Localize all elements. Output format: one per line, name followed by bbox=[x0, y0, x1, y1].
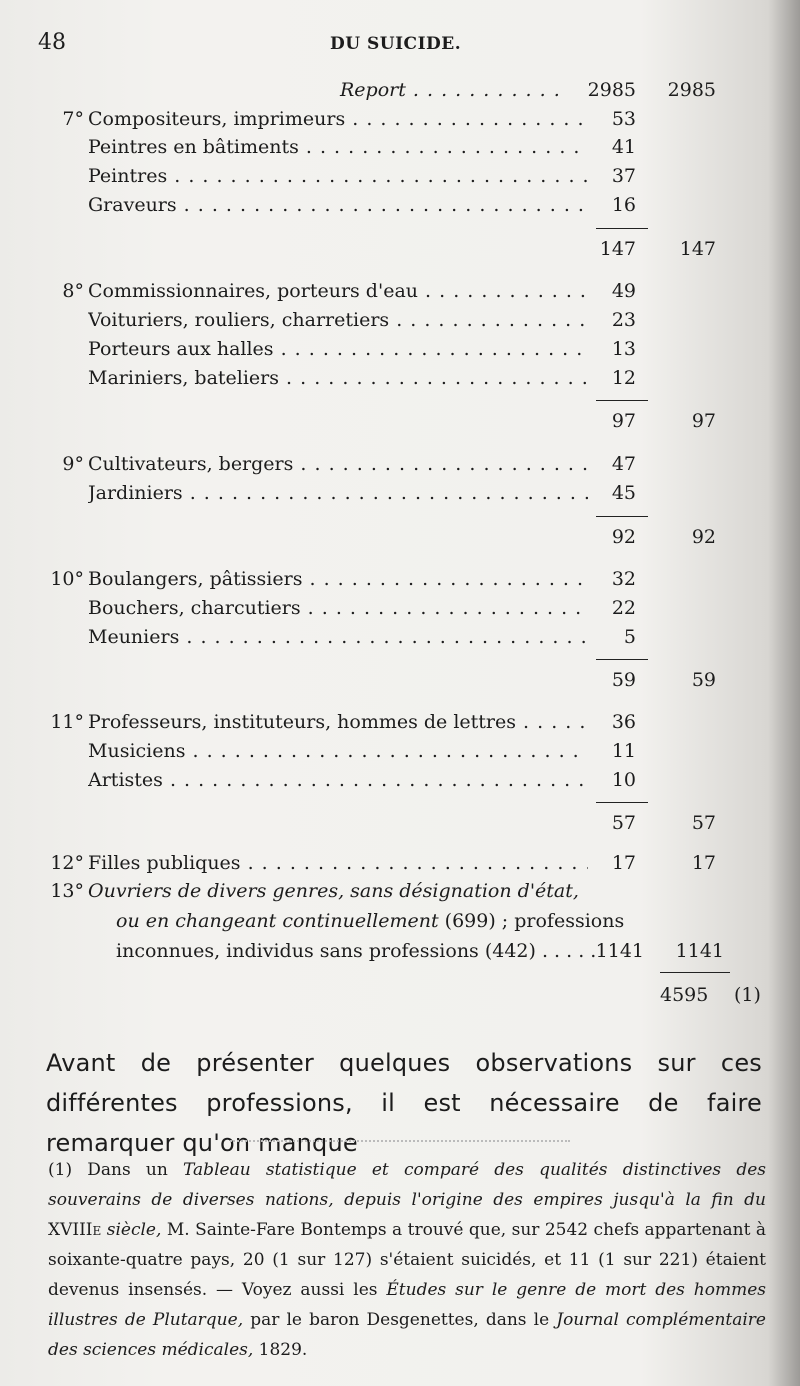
row-value: 32 bbox=[611, 568, 636, 590]
group-number: 11° bbox=[50, 711, 84, 733]
table-row bbox=[0, 735, 800, 767]
footnote-century: XVIIIe bbox=[48, 1220, 102, 1240]
table-row bbox=[0, 189, 800, 221]
row-label: Filles publiques . . . bbox=[88, 847, 588, 879]
footnote-marker: (1) bbox=[48, 1160, 73, 1180]
footnote-title-1b: siècle, bbox=[106, 1220, 162, 1240]
table-row bbox=[0, 448, 800, 480]
row-label: Meuniers . . . bbox=[88, 621, 588, 653]
table-row bbox=[0, 275, 800, 307]
row-value: 49 bbox=[611, 280, 636, 302]
report-col1: 2985 bbox=[587, 79, 636, 101]
row-value: 23 bbox=[611, 309, 636, 331]
subtotal-rule bbox=[596, 516, 648, 517]
row-label: Compositeurs, imprimeurs . . . bbox=[88, 103, 588, 135]
row-value: 11 bbox=[611, 740, 636, 762]
footnote bbox=[48, 1155, 766, 1365]
row-value: 36 bbox=[611, 711, 636, 733]
total-value: 57 bbox=[691, 812, 716, 834]
total-value: 17 bbox=[691, 852, 716, 874]
group-13-line-2-italic: ou en changeant continuellement bbox=[116, 910, 439, 932]
subtotal-value: 92 bbox=[611, 526, 636, 548]
group-number: 8° bbox=[62, 280, 84, 302]
row-value: 37 bbox=[611, 165, 636, 187]
row-label: Boulangers, pâtissiers . . . bbox=[88, 563, 588, 595]
subtotal-row bbox=[0, 233, 800, 265]
footnote-title-3: Journal complémentaire des sciences médicales, bbox=[48, 1310, 766, 1360]
table-row bbox=[0, 304, 800, 336]
subtotal-row bbox=[0, 405, 800, 437]
group-13-col1: 1141 bbox=[595, 940, 644, 962]
total-value: 97 bbox=[691, 410, 716, 432]
subtotal-rule bbox=[596, 659, 648, 660]
grand-total-rule bbox=[660, 972, 730, 973]
row-label: Voituriers, rouliers, charretiers . . . bbox=[88, 304, 588, 336]
table-row bbox=[0, 477, 800, 509]
report-label: Report . . . bbox=[340, 74, 561, 106]
row-label: Professeurs, instituteurs, hommes de lettres . . . bbox=[88, 706, 588, 738]
row-label: Commissionnaires, porteurs d'eau . . . bbox=[88, 275, 588, 307]
subtotal-rule bbox=[596, 802, 648, 803]
row-label: Peintres en bâtiments . . . bbox=[88, 131, 588, 163]
row-value: 41 bbox=[611, 136, 636, 158]
table-row bbox=[0, 621, 800, 653]
row-value: 12 bbox=[611, 367, 636, 389]
row-value: 5 bbox=[623, 626, 636, 648]
subtotal-rule bbox=[596, 228, 648, 229]
table-row bbox=[0, 563, 800, 595]
table-row bbox=[0, 131, 800, 163]
body-paragraph: Avant de présenter quelques observations sur ces différentes professions, il est nécessaire de faire remarquer qu'on manque bbox=[46, 1049, 762, 1157]
group-12-row bbox=[0, 847, 800, 879]
group-13 bbox=[0, 876, 800, 971]
footnote-title-1: Tableau statistique et comparé des qualités distinctives des souverains de diverses nations, depuis l'origine des empires jusqu'à la fin du bbox=[48, 1160, 767, 1210]
table-row bbox=[0, 362, 800, 394]
footnote-title-2: Études sur le genre de mort des hommes illustres de Plutarque, bbox=[48, 1280, 766, 1330]
group-number: 13° bbox=[50, 880, 84, 902]
page-header bbox=[0, 30, 800, 60]
row-value: 53 bbox=[611, 108, 636, 130]
row-label: Musiciens . . . bbox=[88, 735, 588, 767]
table-row bbox=[0, 333, 800, 365]
report-col2: 2985 bbox=[667, 79, 716, 101]
subtotal-value: 97 bbox=[611, 410, 636, 432]
subtotal-row bbox=[0, 664, 800, 696]
footnote-text-2: M. Sainte-Fare Bontemps a trouvé que, sur 2542 chefs appartenant à soixante-quatre pays, 20 (1 sur 127) s'étaient suicidés, et 11 (1 sur 221) étaient devenus insensés. — Voyez aussi les bbox=[48, 1220, 767, 1300]
group-13-line-1: Ouvriers de divers genres, sans désignation d'état, bbox=[88, 880, 579, 902]
group-number: 7° bbox=[62, 108, 84, 130]
grand-total-value: 4595 bbox=[660, 984, 709, 1006]
report-row bbox=[0, 74, 800, 106]
row-value: 22 bbox=[611, 597, 636, 619]
row-label: Cultivateurs, bergers . . . bbox=[88, 448, 588, 480]
row-value: 10 bbox=[611, 769, 636, 791]
row-label: Mariniers, bateliers . . . bbox=[88, 362, 588, 394]
grand-total-note: (1) bbox=[734, 984, 761, 1006]
row-value: 16 bbox=[611, 194, 636, 216]
total-value: 92 bbox=[691, 526, 716, 548]
group-13-line-2 bbox=[116, 906, 624, 936]
row-label: Graveurs . . . bbox=[88, 189, 588, 221]
subtotal-value: 57 bbox=[611, 812, 636, 834]
subtotal-rule bbox=[596, 400, 648, 401]
footnote-text-1: Dans un bbox=[87, 1160, 168, 1180]
total-value: 147 bbox=[679, 238, 716, 260]
total-value: 59 bbox=[691, 669, 716, 691]
row-label: Peintres . . . bbox=[88, 160, 588, 192]
subtotal-value: 147 bbox=[599, 238, 636, 260]
row-label: Porteurs aux halles . . . bbox=[88, 333, 588, 365]
group-13-line-2-rest: (699) ; professions bbox=[444, 910, 625, 932]
page-number: 48 bbox=[38, 30, 66, 55]
footnote-text-3: par le baron Desgenettes, dans le bbox=[250, 1310, 550, 1330]
row-label: Bouchers, charcutiers . . . bbox=[88, 592, 588, 624]
row-value: 45 bbox=[611, 482, 636, 504]
group-13-line-3-text: inconnues, individus sans professions (442) bbox=[116, 940, 536, 962]
footnote-text-4: 1829. bbox=[258, 1340, 308, 1360]
table-row bbox=[0, 706, 800, 738]
row-label: Artistes . . . bbox=[88, 764, 588, 796]
subtotal-row bbox=[0, 807, 800, 839]
table-row bbox=[0, 160, 800, 192]
grand-total-row bbox=[0, 979, 800, 1011]
row-label: Jardiniers . . . bbox=[88, 477, 588, 509]
group-number: 9° bbox=[62, 453, 84, 475]
running-title: DU SUICIDE. bbox=[330, 34, 462, 54]
group-number: 10° bbox=[50, 568, 84, 590]
row-value: 13 bbox=[611, 338, 636, 360]
footnote-separator bbox=[230, 1140, 570, 1142]
group-number: 12° bbox=[50, 852, 84, 874]
subtotal-row bbox=[0, 521, 800, 553]
table-row bbox=[0, 764, 800, 796]
row-value: 17 bbox=[611, 852, 636, 874]
group-13-col2: 1141 bbox=[675, 940, 724, 962]
subtotal-value: 59 bbox=[611, 669, 636, 691]
row-value: 47 bbox=[611, 453, 636, 475]
group-13-line-3: inconnues, individus sans professions (442) . . . . . bbox=[116, 940, 597, 962]
table-row bbox=[0, 592, 800, 624]
